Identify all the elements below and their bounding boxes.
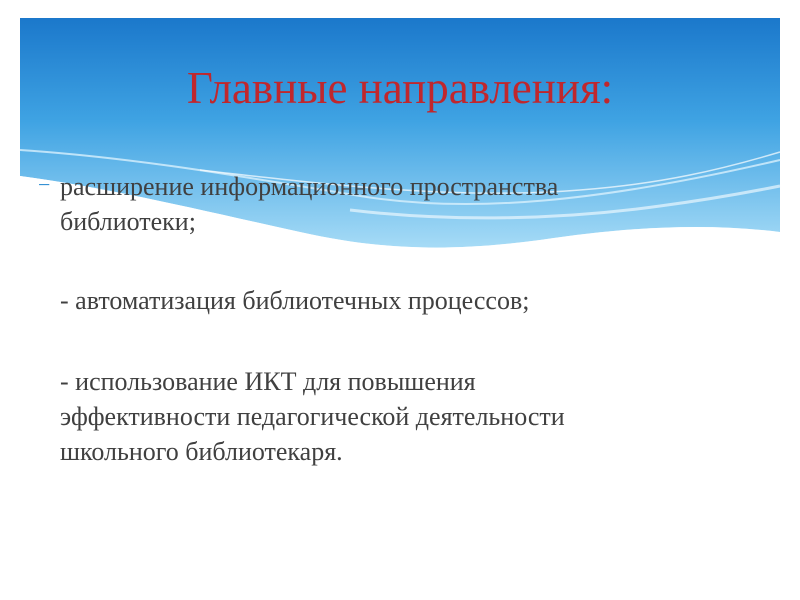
paragraph-expansion [60, 169, 558, 239]
paragraph-line: школьного библиотекаря. [60, 437, 343, 466]
paragraph-line: - автоматизация библиотечных процессов; [60, 286, 530, 315]
slide-title: Главные направления: [186, 63, 614, 113]
paragraph-ict-usage [60, 364, 565, 469]
bullet-dash-icon: − [38, 172, 51, 197]
paragraph-line: эффективности педагогической деятельности [60, 402, 565, 431]
paragraph-line: - использование ИКТ для повышения [60, 367, 476, 396]
paragraph-line: библиотеки; [60, 207, 196, 236]
paragraph-automation [60, 283, 529, 318]
paragraph-line: расширение информационного пространства [60, 172, 559, 201]
